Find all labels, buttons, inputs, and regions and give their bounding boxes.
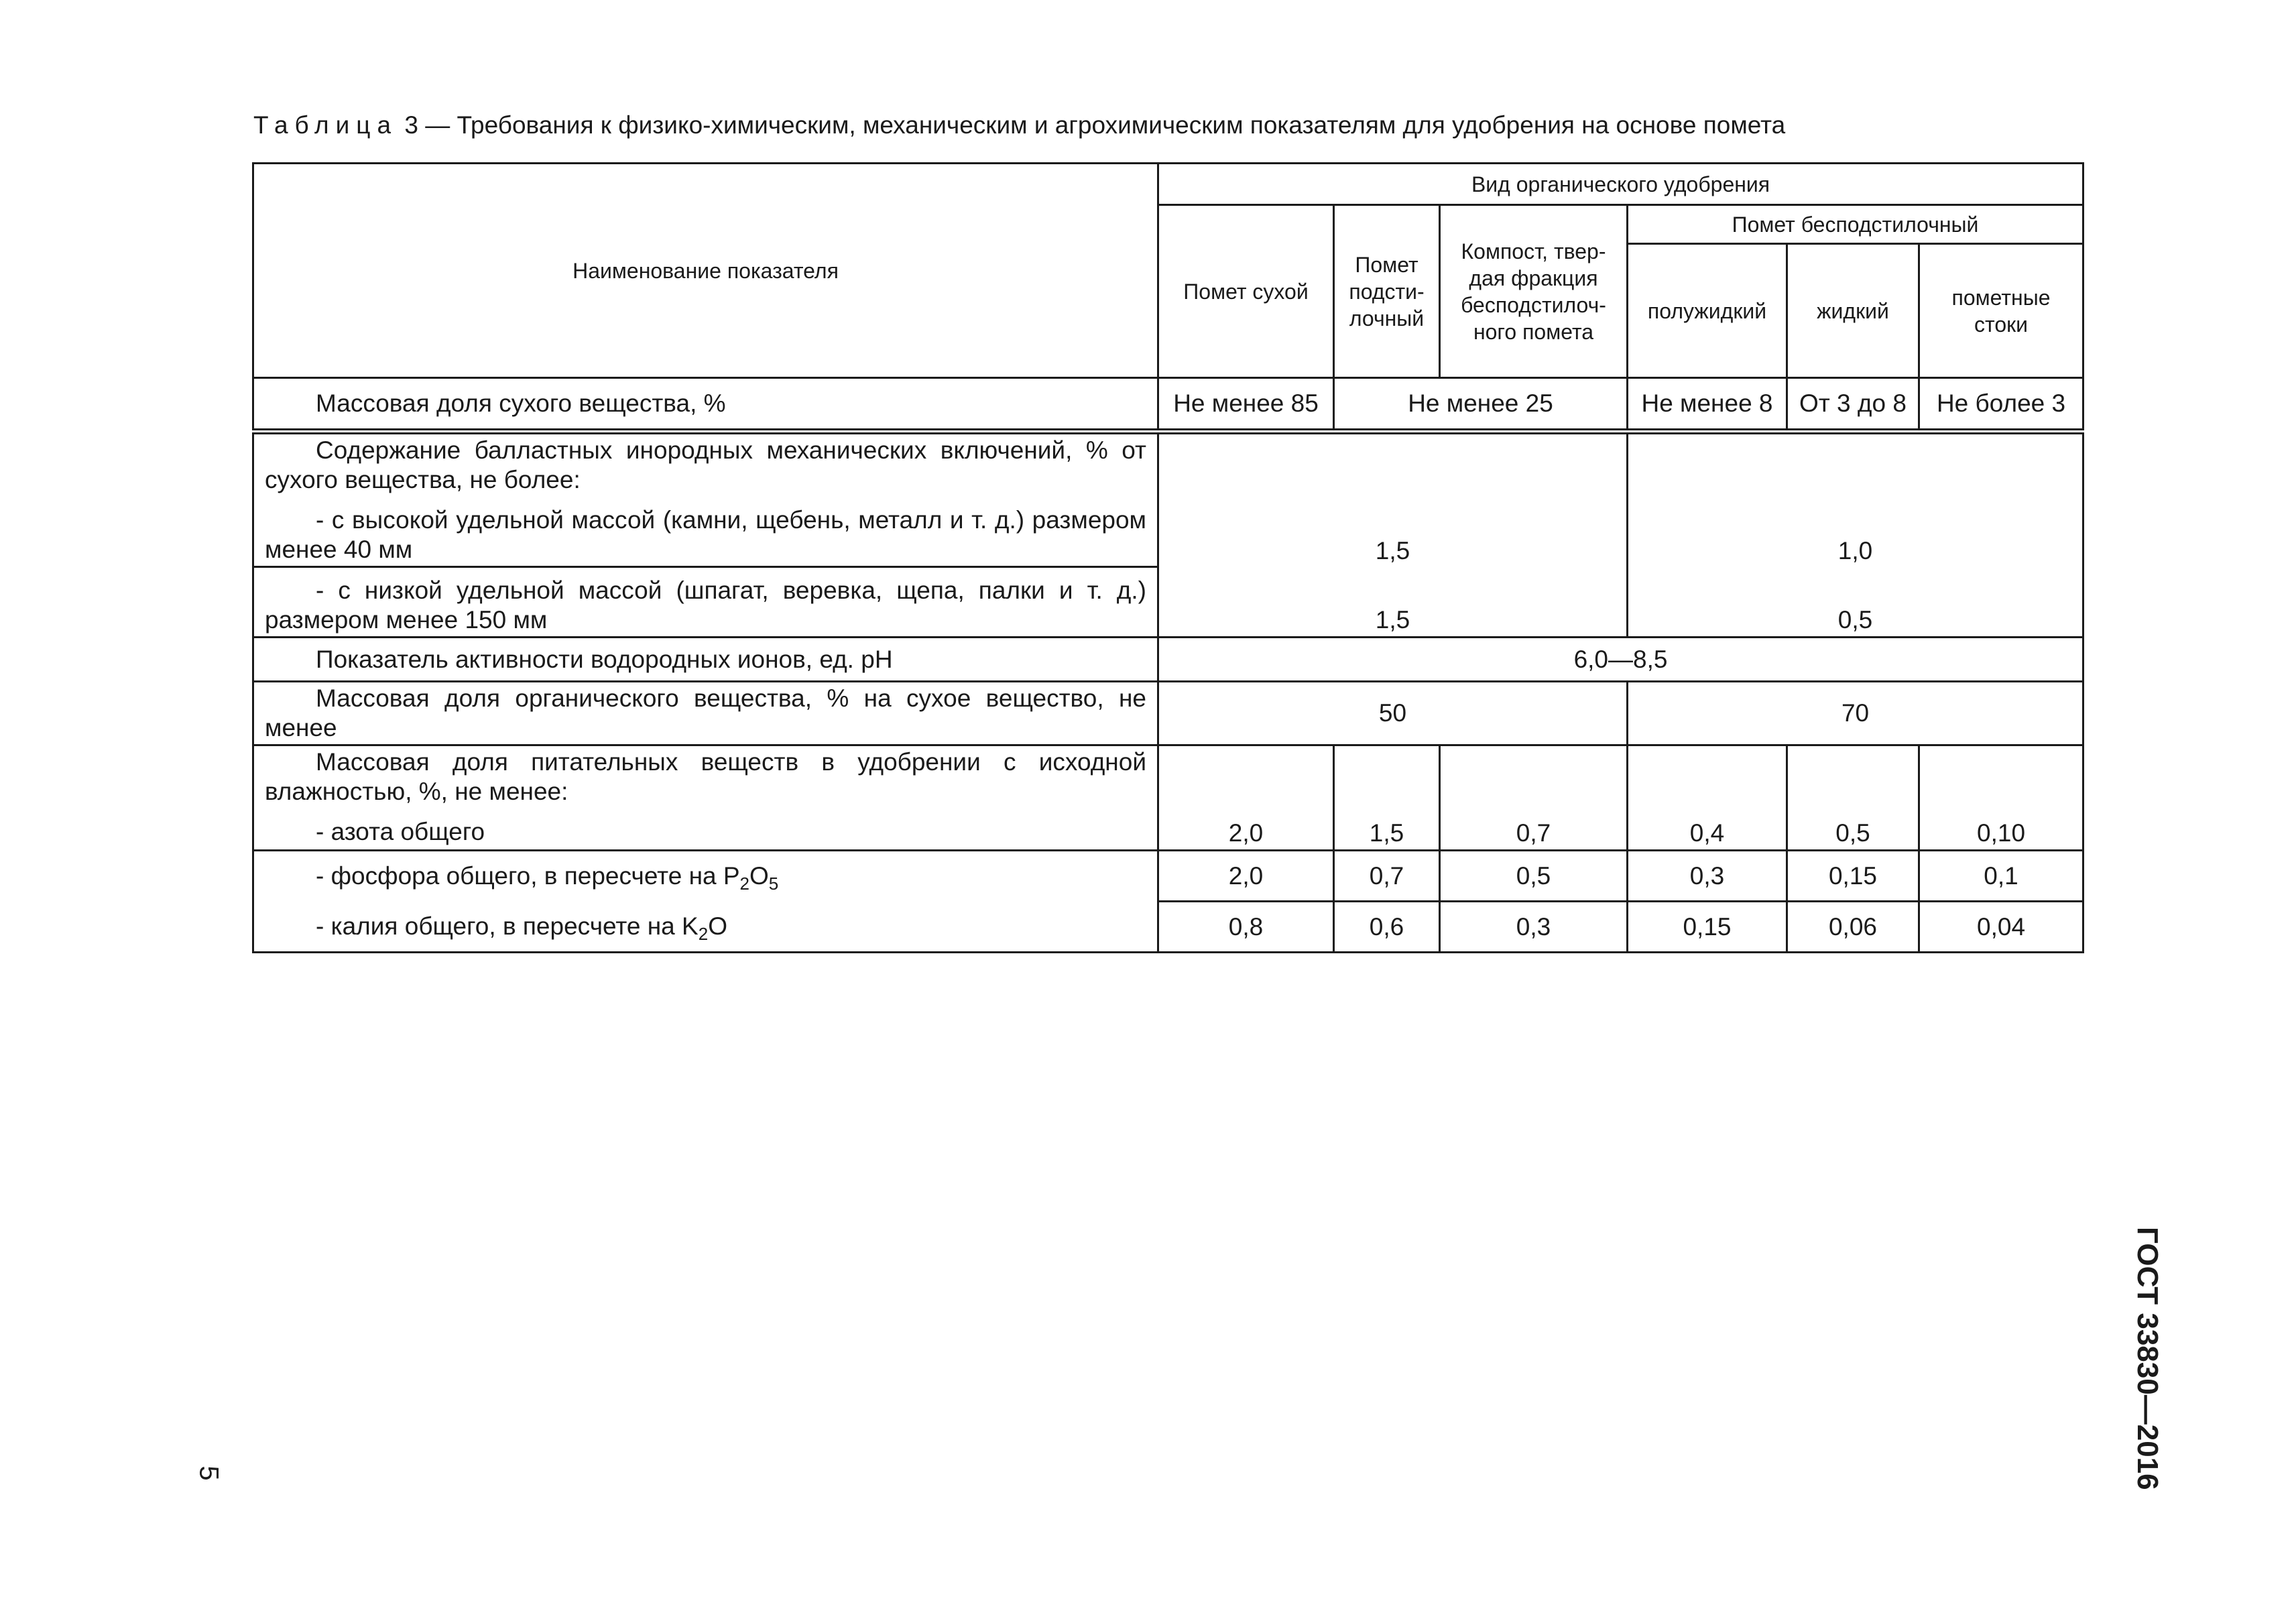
table-row: [253, 378, 2083, 432]
cell-value: 50: [1158, 682, 1628, 745]
row-name: Показатель активности водородных ионов, ед. pH: [253, 638, 1158, 682]
row-name: - с низкой удельной массой (шпагат, веревка, щепа, палки и т. д.) размером менее 150 мм: [253, 567, 1158, 638]
cell-value: 0,15: [1628, 902, 1787, 953]
caption-text: 3 — Требования к физико-химическим, механическим и агрохимическим показателям для удобрения на основе помета: [404, 111, 1786, 139]
table-row: [253, 682, 2083, 745]
standard-number: ГОСТ 33830—2016: [2131, 1227, 2164, 1490]
cell-value: Не более 3: [1919, 378, 2083, 432]
table-row: [253, 638, 2083, 682]
table-row: [253, 902, 2083, 953]
cell-value: 0,8: [1158, 902, 1334, 953]
cell-value: 0,3: [1628, 851, 1787, 902]
header-bezpod-group: Помет бесподстилочный: [1628, 205, 2083, 244]
cell-value: 0,1: [1919, 851, 2083, 902]
header-kompost: Компост, твер-дая фракция бесподстилоч-ного помета: [1440, 205, 1628, 378]
row-name: - калия общего, в пересчете на $K_2O$: [253, 902, 1158, 953]
caption-table-word: Таблица: [253, 111, 398, 139]
table-row: [253, 745, 2083, 851]
cell-value: 0,5: [1440, 851, 1628, 902]
cell-value: 0,4: [1628, 745, 1787, 851]
cell-value: 0,6: [1334, 902, 1440, 953]
header-polu: полужидкий: [1628, 244, 1787, 378]
table-row: [253, 432, 2083, 567]
cell-value: 2,0: [1158, 851, 1334, 902]
cell-value: 0,7: [1334, 851, 1440, 902]
cell-value: 0,7: [1440, 745, 1628, 851]
row-name: - фосфора общего, в пересчете на $P_2O_5$: [253, 851, 1158, 902]
table-row: [253, 567, 2083, 638]
cell-value: 0,10: [1919, 745, 2083, 851]
header-pomet-suhoy: Помет сухой: [1158, 205, 1334, 378]
cell-value: 1,5: [1334, 745, 1440, 851]
cell-value: 0,5: [1787, 745, 1919, 851]
header-name-col: Наименование показателя: [253, 164, 1158, 378]
cell-value: 0,06: [1787, 902, 1919, 953]
cell-value: 1,5: [1158, 432, 1628, 567]
row-name: Содержание балластных инородных механических включений, % от сухого вещества, не более: - с высокой удельной массой (камни, щебень, металл и т. д.) размером менее 40 мм: [253, 432, 1158, 567]
cell-value: От 3 до 8: [1787, 378, 1919, 432]
cell-value: Не менее 8: [1628, 378, 1787, 432]
row-name: Массовая доля сухого вещества, %: [253, 378, 1158, 432]
cell-value: 0,15: [1787, 851, 1919, 902]
cell-value: Не менее 25: [1334, 378, 1628, 432]
cell-value: 6,0—8,5: [1158, 638, 2083, 682]
page-number: 5: [194, 1465, 224, 1481]
requirements-table: [252, 162, 2084, 953]
cell-value: 0,5: [1628, 567, 2083, 638]
cell-value: Не менее 85: [1158, 378, 1334, 432]
table-row: [253, 851, 2083, 902]
table-caption: [253, 111, 1785, 139]
cell-value: 2,0: [1158, 745, 1334, 851]
header-zhid: жидкий: [1787, 244, 1919, 378]
cell-value: 70: [1628, 682, 2083, 745]
cell-value: 1,5: [1158, 567, 1628, 638]
header-pomet-podst: Помет подсти-лочный: [1334, 205, 1440, 378]
header-type-group: Вид органического удобрения: [1158, 164, 2083, 205]
header-stoki: пометные стоки: [1919, 244, 2083, 378]
cell-value: 0,3: [1440, 902, 1628, 953]
row-name: Массовая доля питательных веществ в удобрении с исходной влажностью, %, не менее: - азота общего: [253, 745, 1158, 851]
cell-value: 0,04: [1919, 902, 2083, 953]
cell-value: 1,0: [1628, 432, 2083, 567]
row-name: Массовая доля органического вещества, % на сухое вещество, не менее: [253, 682, 1158, 745]
